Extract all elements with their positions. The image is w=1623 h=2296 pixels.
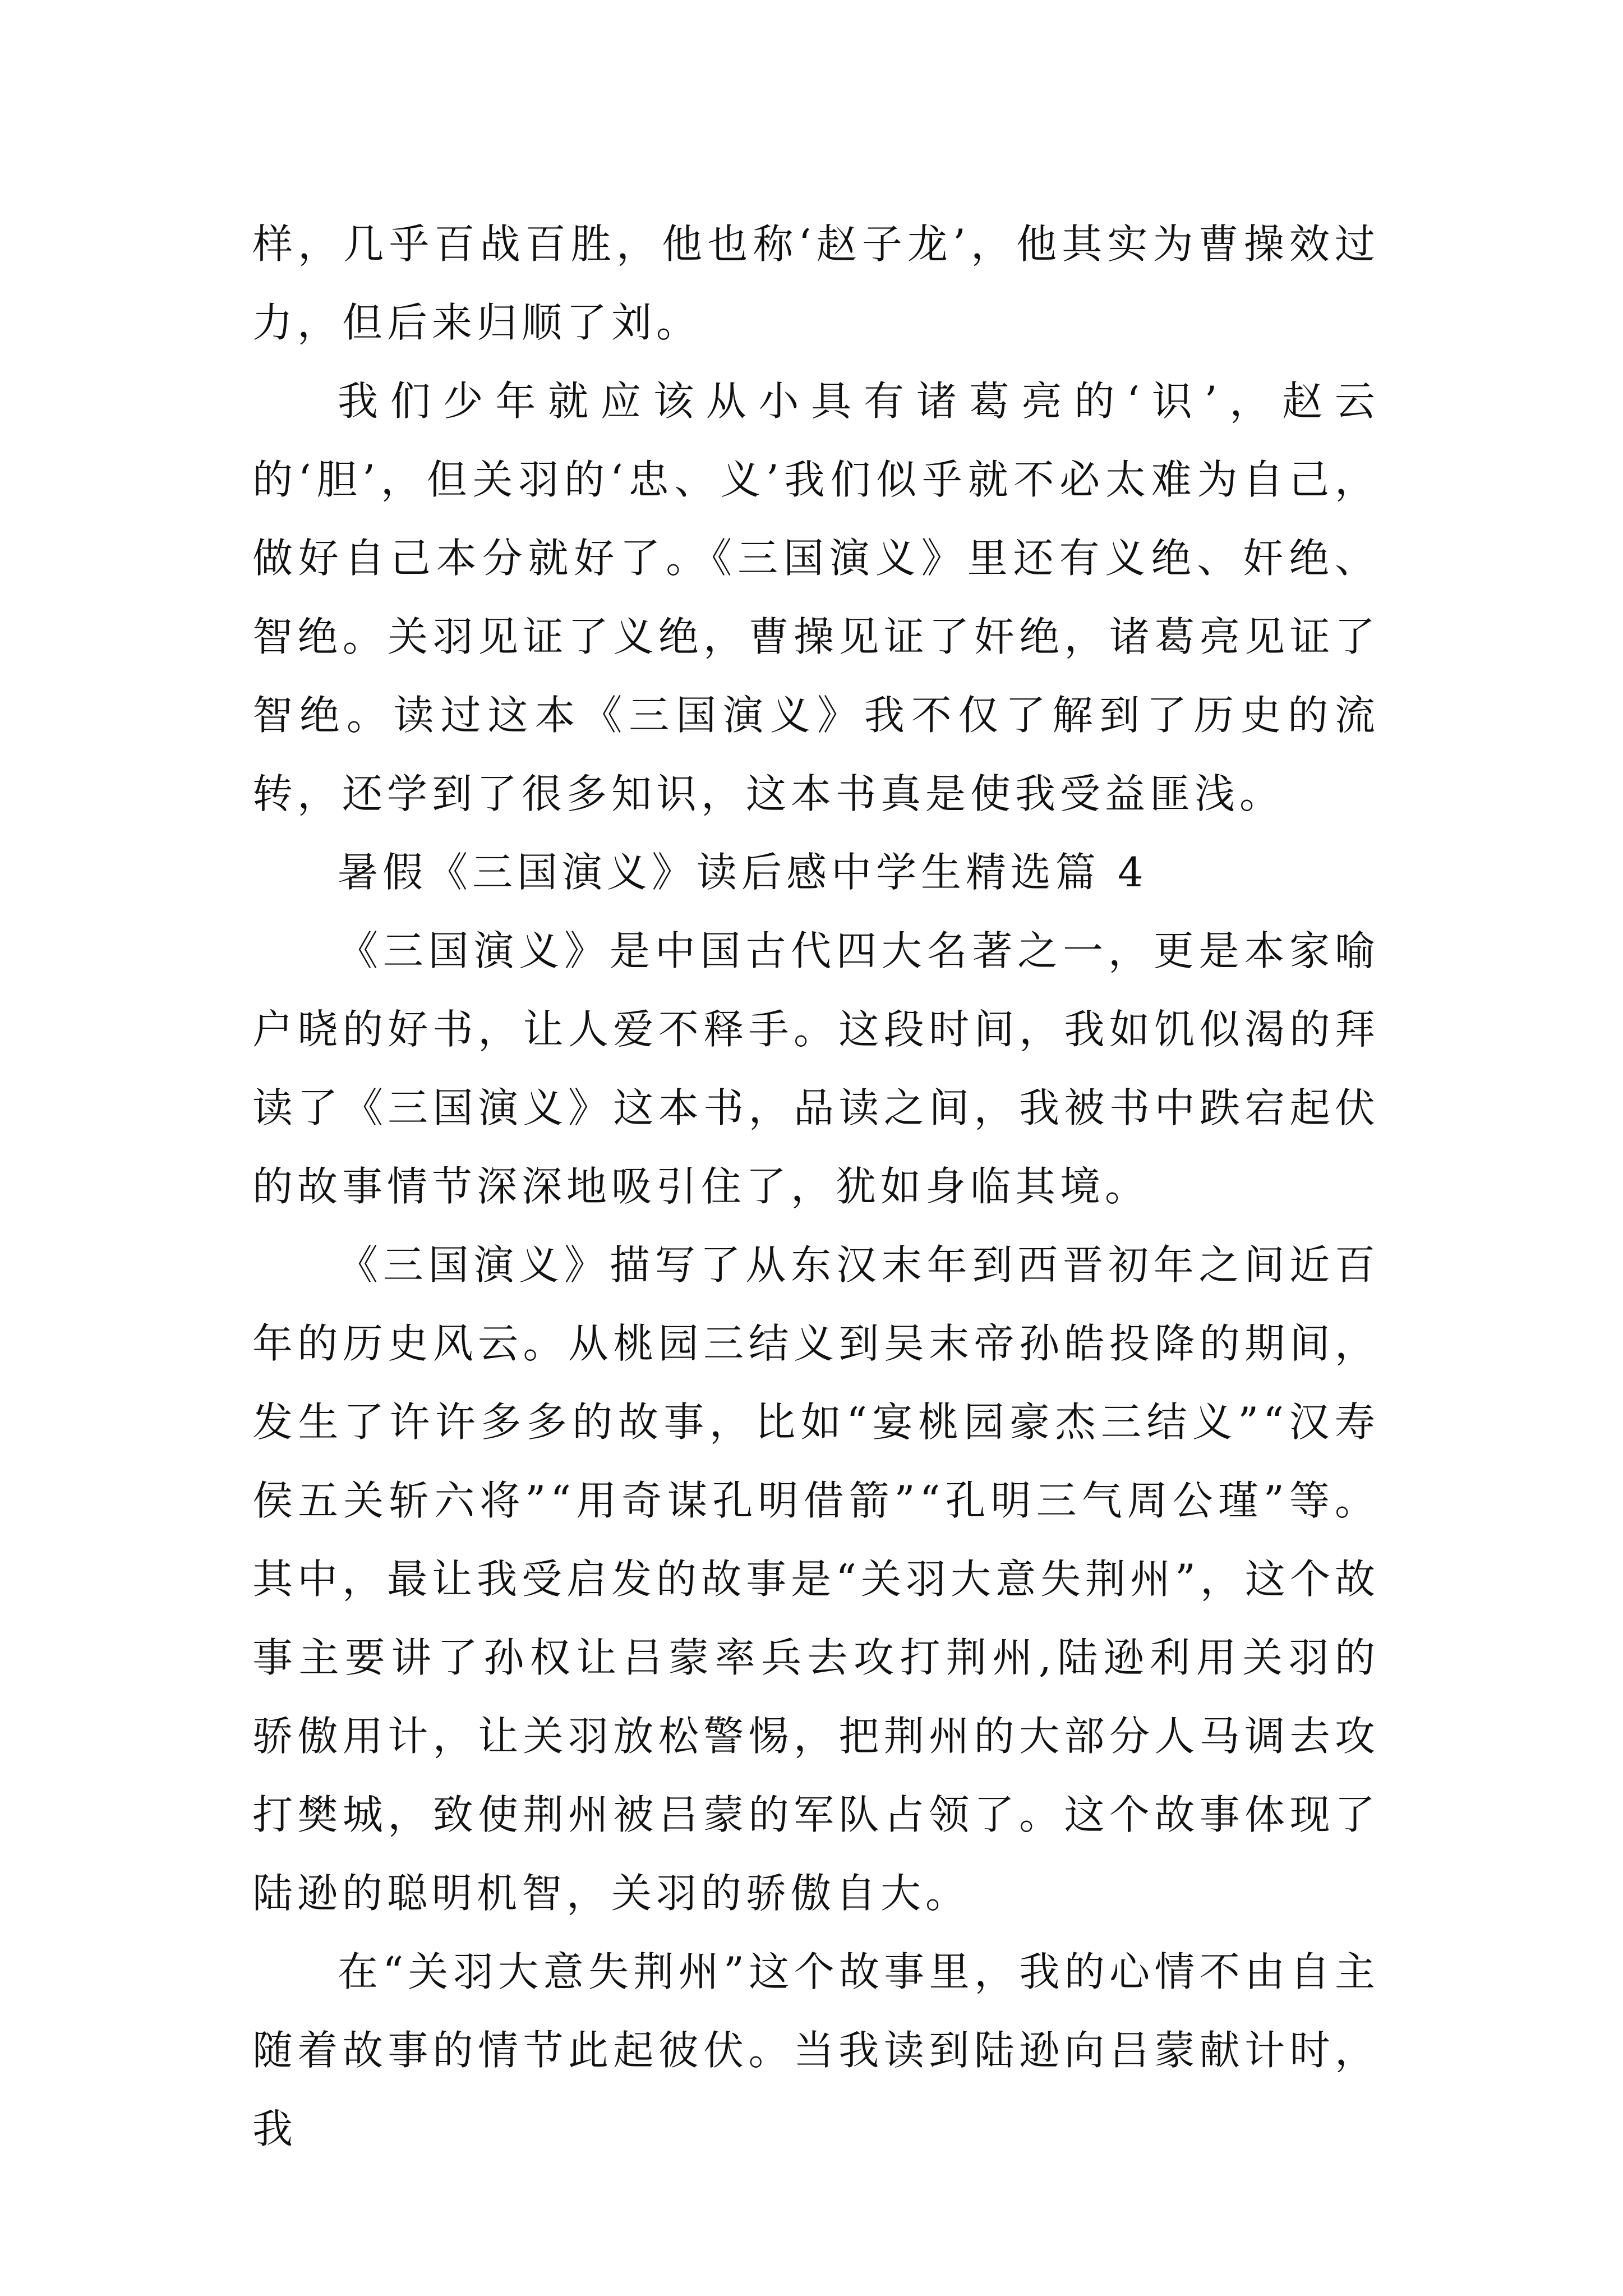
document-body xyxy=(252,205,1380,2168)
section-heading: 暑假《三国演义》读后感中学生精选篇 4 xyxy=(338,849,1148,896)
paragraph-intro: 《三国演义》是中国古代四大名著之一，更是本家喻户晓的好书，让人爱不释手。这段时间，我如饥似渴的拜读了《三国演义》这本书，品读之间，我被书中跌宕起伏的故事情节深深地吸引住了，犹如身临其境。 xyxy=(252,927,1380,1210)
paragraph-continuation: 样，几乎百战百胜，他也称‘赵子龙’，他其实为曹操效过力，但后来归顺了刘。 xyxy=(252,220,1380,346)
paragraph-story-summary: 《三国演义》描写了从东汉末年到西晋初年之间近百年的历史风云。从桃园三结义到吴末帝孙皓投降的期间，发生了许许多多的故事，比如“宴桃园豪杰三结义”“汉寿侯五关斩六将”“用奇谋孔明借箭”“孔明三气周公瑾”等。其中，最让我受启发的故事是“关羽大意失荆州”，这个故事主要讲了孙权让吕蒙率兵去攻打荆州,陆逊利用关羽的骄傲用计，让关羽放松警惕，把荆州的大部分人马调去攻打樊城，致使荆州被吕蒙的军队占领了。这个故事体现了陆逊的聪明机智，关羽的骄傲自大。 xyxy=(252,1241,1380,1917)
paragraph-three-kingdoms-qualities: 我们少年就应该从小具有诸葛亮的‘识’，赵云的‘胆’，但关羽的‘忠、义’我们似乎就不必太难为自己，做好自己本分就好了。《三国演义》里还有义绝、奸绝、智绝。关羽见证了义绝，曹操见证了奸绝，诸葛亮见证了智绝。读过这本《三国演义》我不仅了解到了历史的流转，还学到了很多知识，这本书真是使我受益匪浅。 xyxy=(252,378,1380,817)
paragraph-feelings: 在“关羽大意失荆州”这个故事里，我的心情不由自主随着故事的情节此起彼伏。当我读到陆逊向吕蒙献计时，我 xyxy=(252,1948,1380,2152)
